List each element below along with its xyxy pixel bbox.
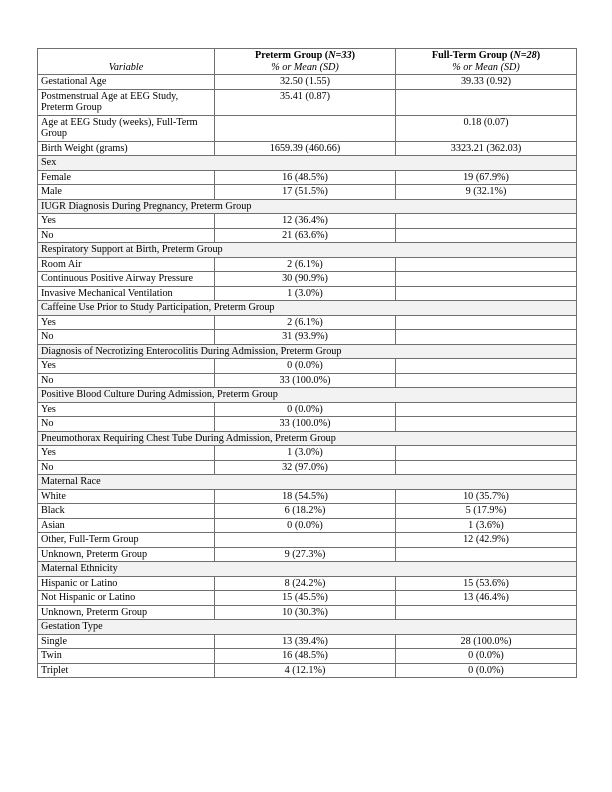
row-label: Hispanic or Latino: [38, 576, 215, 591]
row-label: Unknown, Preterm Group: [38, 605, 215, 620]
row-label: Male: [38, 185, 215, 200]
table-row: [38, 402, 577, 417]
preterm-value: 1659.39 (460.66): [215, 141, 396, 156]
fullterm-value: [396, 417, 577, 432]
preterm-value: 16 (48.5%): [215, 170, 396, 185]
fullterm-value: [396, 446, 577, 461]
table-row: [38, 115, 577, 141]
section-header-row: [38, 301, 577, 316]
row-label: Asian: [38, 518, 215, 533]
preterm-value: 33 (100.0%): [215, 417, 396, 432]
fullterm-title-close: ): [536, 50, 541, 61]
row-label: Unknown, Preterm Group: [38, 547, 215, 562]
row-label: Postmenstrual Age at EEG Study, Preterm Group: [38, 89, 215, 115]
fullterm-value: 0 (0.0%): [396, 663, 577, 678]
fullterm-value: [396, 605, 577, 620]
table-row: [38, 257, 577, 272]
row-label: Black: [38, 504, 215, 519]
fullterm-value: 13 (46.4%): [396, 591, 577, 606]
preterm-value: 18 (54.5%): [215, 489, 396, 504]
fullterm-value: [396, 547, 577, 562]
section-label: Maternal Ethnicity: [38, 562, 577, 577]
fullterm-value: 15 (53.6%): [396, 576, 577, 591]
section-header-row: [38, 156, 577, 171]
fullterm-value: 19 (67.9%): [396, 170, 577, 185]
row-label: Yes: [38, 359, 215, 374]
fullterm-value: [396, 315, 577, 330]
preterm-value: 32.50 (1.55): [215, 75, 396, 90]
row-label: Age at EEG Study (weeks), Full-Term Group: [38, 115, 215, 141]
preterm-value: 2 (6.1%): [215, 315, 396, 330]
preterm-value: 0 (0.0%): [215, 518, 396, 533]
preterm-value: 12 (36.4%): [215, 214, 396, 229]
section-header-row: [38, 431, 577, 446]
section-header-row: [38, 620, 577, 635]
variable-header: [38, 49, 215, 75]
table-row: [38, 663, 577, 678]
table-row: [38, 460, 577, 475]
table-row: [38, 286, 577, 301]
preterm-value: 0 (0.0%): [215, 402, 396, 417]
row-label: No: [38, 417, 215, 432]
fullterm-title-text: Full-Term Group (: [431, 50, 514, 61]
section-label: Gestation Type: [38, 620, 577, 635]
table-row: [38, 170, 577, 185]
section-label: Pneumothorax Requiring Chest Tube During Admission, Preterm Group: [38, 431, 577, 446]
section-header-row: [38, 344, 577, 359]
preterm-value: [215, 115, 396, 141]
fullterm-value: [396, 286, 577, 301]
row-label: Yes: [38, 214, 215, 229]
preterm-value: 13 (39.4%): [215, 634, 396, 649]
section-label: Sex: [38, 156, 577, 171]
fullterm-value: 5 (17.9%): [396, 504, 577, 519]
preterm-title-text: Preterm Group (: [255, 50, 329, 61]
preterm-value: 35.41 (0.87): [215, 89, 396, 115]
preterm-value: 1 (3.0%): [215, 286, 396, 301]
row-label: White: [38, 489, 215, 504]
row-label: Invasive Mechanical Ventilation: [38, 286, 215, 301]
table-row: [38, 89, 577, 115]
preterm-value: 15 (45.5%): [215, 591, 396, 606]
fullterm-value: 3323.21 (362.03): [396, 141, 577, 156]
row-label: Room Air: [38, 257, 215, 272]
section-label: Maternal Race: [38, 475, 577, 490]
preterm-value: 10 (30.3%): [215, 605, 396, 620]
fullterm-value: [396, 89, 577, 115]
fullterm-value: [396, 373, 577, 388]
row-label: Not Hispanic or Latino: [38, 591, 215, 606]
section-label: IUGR Diagnosis During Pregnancy, Preterm Group: [38, 199, 577, 214]
table-row: [38, 518, 577, 533]
section-header-row: [38, 562, 577, 577]
fullterm-value: [396, 228, 577, 243]
row-label: No: [38, 228, 215, 243]
table-row: [38, 489, 577, 504]
preterm-value: 31 (93.9%): [215, 330, 396, 345]
fullterm-n: N=28: [513, 50, 537, 61]
fullterm-value: [396, 330, 577, 345]
preterm-header-title: [218, 50, 392, 62]
table-row: [38, 330, 577, 345]
preterm-value: 2 (6.1%): [215, 257, 396, 272]
table-row: [38, 417, 577, 432]
table-row: [38, 533, 577, 548]
preterm-value: 21 (63.6%): [215, 228, 396, 243]
fullterm-value: [396, 257, 577, 272]
table-row: [38, 373, 577, 388]
row-label: Continuous Positive Airway Pressure: [38, 272, 215, 287]
table-row: [38, 359, 577, 374]
preterm-value: 4 (12.1%): [215, 663, 396, 678]
fullterm-value: [396, 214, 577, 229]
row-label: Female: [38, 170, 215, 185]
section-label: Caffeine Use Prior to Study Participation, Preterm Group: [38, 301, 577, 316]
preterm-value: 33 (100.0%): [215, 373, 396, 388]
row-label: No: [38, 460, 215, 475]
section-header-row: [38, 243, 577, 258]
row-label: Other, Full-Term Group: [38, 533, 215, 548]
preterm-value: 17 (51.5%): [215, 185, 396, 200]
section-label: Positive Blood Culture During Admission, Preterm Group: [38, 388, 577, 403]
section-label: Respiratory Support at Birth, Preterm Group: [38, 243, 577, 258]
section-header-row: [38, 199, 577, 214]
table-row: [38, 141, 577, 156]
preterm-value: 30 (90.9%): [215, 272, 396, 287]
table-header-row: [38, 49, 577, 75]
preterm-title-close: ): [351, 50, 355, 61]
table-row: [38, 634, 577, 649]
row-label: Twin: [38, 649, 215, 664]
fullterm-subheader: % or Mean (SD): [452, 61, 520, 73]
demographics-table: [37, 48, 577, 678]
preterm-value: 8 (24.2%): [215, 576, 396, 591]
preterm-subheader: % or Mean (SD): [271, 61, 339, 73]
row-label: No: [38, 330, 215, 345]
fullterm-header: [396, 49, 577, 75]
preterm-value: 16 (48.5%): [215, 649, 396, 664]
table-body: [38, 75, 577, 678]
table-row: [38, 591, 577, 606]
row-label: Yes: [38, 402, 215, 417]
table-row: [38, 214, 577, 229]
fullterm-value: [396, 402, 577, 417]
row-label: Yes: [38, 315, 215, 330]
section-label: Diagnosis of Necrotizing Enterocolitis During Admission, Preterm Group: [38, 344, 577, 359]
table-row: [38, 547, 577, 562]
table-row: [38, 605, 577, 620]
table-row: [38, 228, 577, 243]
preterm-value: 6 (18.2%): [215, 504, 396, 519]
preterm-value: 0 (0.0%): [215, 359, 396, 374]
table-row: [38, 75, 577, 90]
fullterm-value: 28 (100.0%): [396, 634, 577, 649]
fullterm-value: [396, 460, 577, 475]
fullterm-value: 0 (0.0%): [396, 649, 577, 664]
row-label: Yes: [38, 446, 215, 461]
fullterm-value: 0.18 (0.07): [396, 115, 577, 141]
section-header-row: [38, 475, 577, 490]
table-row: [38, 649, 577, 664]
table-row: [38, 504, 577, 519]
preterm-value: 32 (97.0%): [215, 460, 396, 475]
row-label: Single: [38, 634, 215, 649]
preterm-value: [215, 533, 396, 548]
row-label: Birth Weight (grams): [38, 141, 215, 156]
fullterm-value: [396, 359, 577, 374]
table-row: [38, 446, 577, 461]
fullterm-value: [396, 272, 577, 287]
preterm-header: [215, 49, 396, 75]
fullterm-value: 12 (42.9%): [396, 533, 577, 548]
table-row: [38, 272, 577, 287]
fullterm-value: 9 (32.1%): [396, 185, 577, 200]
row-label: Gestational Age: [38, 75, 215, 90]
row-label: No: [38, 373, 215, 388]
variable-header-label: Variable: [108, 61, 144, 73]
table-row: [38, 185, 577, 200]
preterm-n: N=33: [328, 50, 352, 61]
table-row: [38, 315, 577, 330]
fullterm-value: 1 (3.6%): [396, 518, 577, 533]
fullterm-value: 39.33 (0.92): [396, 75, 577, 90]
preterm-value: 1 (3.0%): [215, 446, 396, 461]
fullterm-value: 10 (35.7%): [396, 489, 577, 504]
row-label: Triplet: [38, 663, 215, 678]
fullterm-header-title: [399, 50, 573, 62]
section-header-row: [38, 388, 577, 403]
table-row: [38, 576, 577, 591]
preterm-value: 9 (27.3%): [215, 547, 396, 562]
